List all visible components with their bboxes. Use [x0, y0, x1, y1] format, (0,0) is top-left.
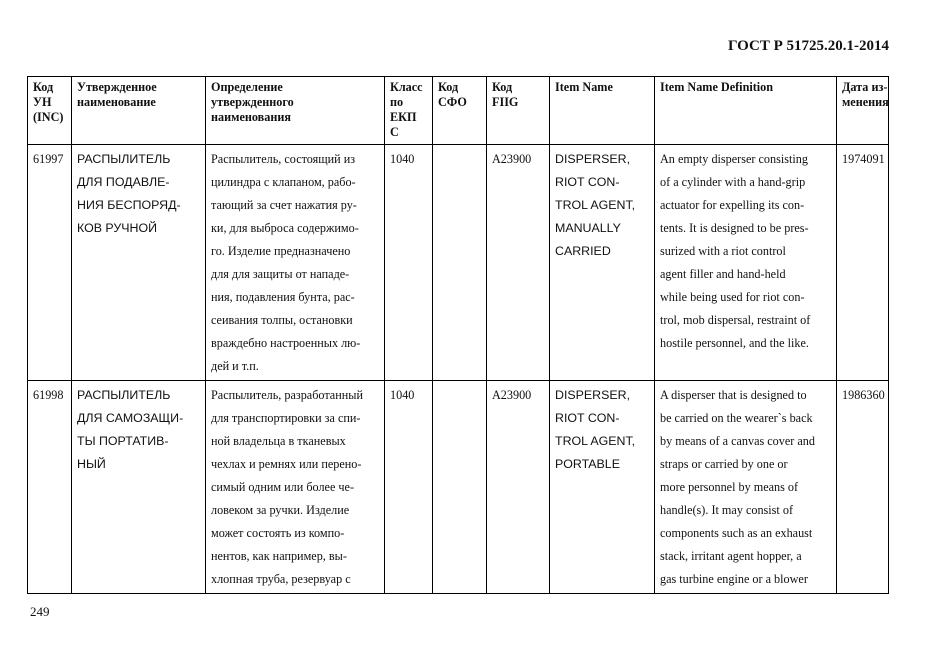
cell-line: actuator for expelling its con- — [660, 198, 805, 212]
header-line: СФО — [438, 95, 467, 109]
cell-line: НИЯ БЕСПОРЯД- — [77, 198, 181, 212]
approved-name-cell — [72, 381, 206, 594]
document-code: ГОСТ Р 51725.20.1-2014 — [727, 38, 889, 54]
header-line: Утвержденное — [77, 80, 157, 94]
cell-line: stack, irritant agent hopper, a — [660, 549, 802, 563]
col-inc-header — [28, 77, 72, 145]
cell-line: РАСПЫЛИТЕЛЬ — [77, 152, 171, 166]
class-cell: 1040 — [385, 381, 433, 594]
header-line: Дата из- — [842, 80, 888, 94]
cell-line: MANUALLY — [555, 221, 621, 235]
header-line: С — [390, 125, 399, 139]
cell-line: ТЫ ПОРТАТИВ- — [77, 434, 169, 448]
header-line: Item Name — [555, 80, 613, 94]
header-line: УН — [33, 95, 52, 109]
cell-line: be carried on the wearer`s back — [660, 411, 813, 425]
cell-line: КОВ РУЧНОЙ — [77, 221, 158, 235]
cell-line: trol, mob dispersal, restraint of — [660, 313, 811, 327]
cell-line: RIOT CON- — [555, 411, 620, 425]
cell-line: while being used for riot con- — [660, 290, 805, 304]
cell-line: DISPERSER, — [555, 388, 631, 402]
cell-line: An empty disperser consisting — [660, 152, 808, 166]
inc-cell: 61997 — [28, 145, 72, 381]
cell-line: нентов, как например, вы- — [211, 549, 347, 563]
cell-line: ния, подавления бунта, рас- — [211, 290, 355, 304]
cell-line: симый одним или более че- — [211, 480, 355, 494]
header-line: наименование — [77, 95, 156, 109]
cell-line: straps or carried by one or — [660, 457, 788, 471]
header-row — [28, 77, 889, 145]
cell-line: agent filler and hand-held — [660, 267, 786, 281]
header-line: по — [390, 95, 404, 109]
cell-line: сеивания толпы, остановки — [211, 313, 353, 327]
date-cell: 1974091 — [837, 145, 889, 381]
date-cell: 1986360 — [837, 381, 889, 594]
cell-line: components such as an exhaust — [660, 526, 813, 540]
header-line: Код — [33, 80, 54, 94]
col-sfo-header — [433, 77, 487, 145]
cell-line: может состоять из компо- — [211, 526, 345, 540]
cell-line: враждебно настроенных лю- — [211, 336, 361, 350]
cell-line: цилиндра с клапаном, рабо- — [211, 175, 356, 189]
cell-line: CARRIED — [555, 244, 611, 258]
col-approved-name-header — [72, 77, 206, 145]
table-row — [28, 145, 889, 381]
cell-line: Распылитель, разработанный — [211, 388, 363, 402]
cell-line: го. Изделие предназначено — [211, 244, 351, 258]
header-line: утвержденного — [211, 95, 294, 109]
cell-line: ки, для выброса содержимо- — [211, 221, 359, 235]
approved-name-cell — [72, 145, 206, 381]
cell-line: PORTABLE — [555, 457, 620, 471]
catalog-table — [27, 76, 889, 594]
cell-line: дей и т.п. — [211, 359, 259, 373]
item-def-cell — [655, 145, 837, 381]
cell-line: hostile personnel, and the like. — [660, 336, 809, 350]
item-name-cell — [550, 381, 655, 594]
col-item-def-header — [655, 77, 837, 145]
header-line: FIIG — [492, 95, 519, 109]
header-line: ЕКП — [390, 110, 417, 124]
header-line: Класс — [390, 80, 423, 94]
cell-line: handle(s). It may consist of — [660, 503, 794, 517]
cell-line: TROL AGENT, — [555, 434, 636, 448]
inc-cell: 61998 — [28, 381, 72, 594]
col-item-name-header — [550, 77, 655, 145]
cell-line: Распылитель, состоящий из — [211, 152, 356, 166]
cell-line: ловеком за ручки. Изделие — [211, 503, 350, 517]
class-cell: 1040 — [385, 145, 433, 381]
header-line: Item Name Definition — [660, 80, 774, 94]
sfo-cell — [433, 145, 487, 381]
definition-cell — [206, 145, 385, 381]
cell-line: gas turbine engine or a blower — [660, 572, 808, 586]
col-fiig-header — [487, 77, 550, 145]
cell-line: НЫЙ — [77, 457, 106, 471]
cell-line: ной владельца в тканевых — [211, 434, 346, 448]
cell-line: РАСПЫЛИТЕЛЬ — [77, 388, 171, 402]
table-row — [28, 381, 889, 594]
fiig-cell: A23900 — [487, 381, 550, 594]
fiig-cell: A23900 — [487, 145, 550, 381]
header-line: Определение — [211, 80, 283, 94]
col-definition-header — [206, 77, 385, 145]
cell-line: tents. It is designed to be pres- — [660, 221, 809, 235]
cell-line: DISPERSER, — [555, 152, 631, 166]
cell-line: чехлах и ремнях или перено- — [211, 457, 362, 471]
cell-line: для для защиты от нападе- — [211, 267, 350, 281]
header-line: менения — [842, 95, 889, 109]
definition-cell — [206, 381, 385, 594]
sfo-cell — [433, 381, 487, 594]
header-line: (INC) — [33, 110, 64, 124]
header-line: Код — [492, 80, 513, 94]
cell-line: хлопная труба, резервуар с — [211, 572, 351, 586]
cell-line: ДЛЯ САМОЗАЩИ- — [77, 411, 184, 425]
header-line: Код — [438, 80, 459, 94]
col-date-header — [837, 77, 889, 145]
cell-line: TROL AGENT, — [555, 198, 636, 212]
cell-line: of a cylinder with a hand-grip — [660, 175, 806, 189]
item-name-cell — [550, 145, 655, 381]
page-number: 249 — [30, 604, 50, 619]
cell-line: тающий за счет нажатия ру- — [211, 198, 357, 212]
cell-line: A disperser that is designed to — [660, 388, 807, 402]
header-line: наименования — [211, 110, 291, 124]
cell-line: для транспортировки за спи- — [211, 411, 361, 425]
col-class-header — [385, 77, 433, 145]
item-def-cell — [655, 381, 837, 594]
cell-line: ДЛЯ ПОДАВЛЕ- — [77, 175, 170, 189]
cell-line: more personnel by means of — [660, 480, 799, 494]
cell-line: RIOT CON- — [555, 175, 620, 189]
cell-line: by means of a canvas cover and — [660, 434, 815, 448]
cell-line: surized with a riot control — [660, 244, 786, 258]
